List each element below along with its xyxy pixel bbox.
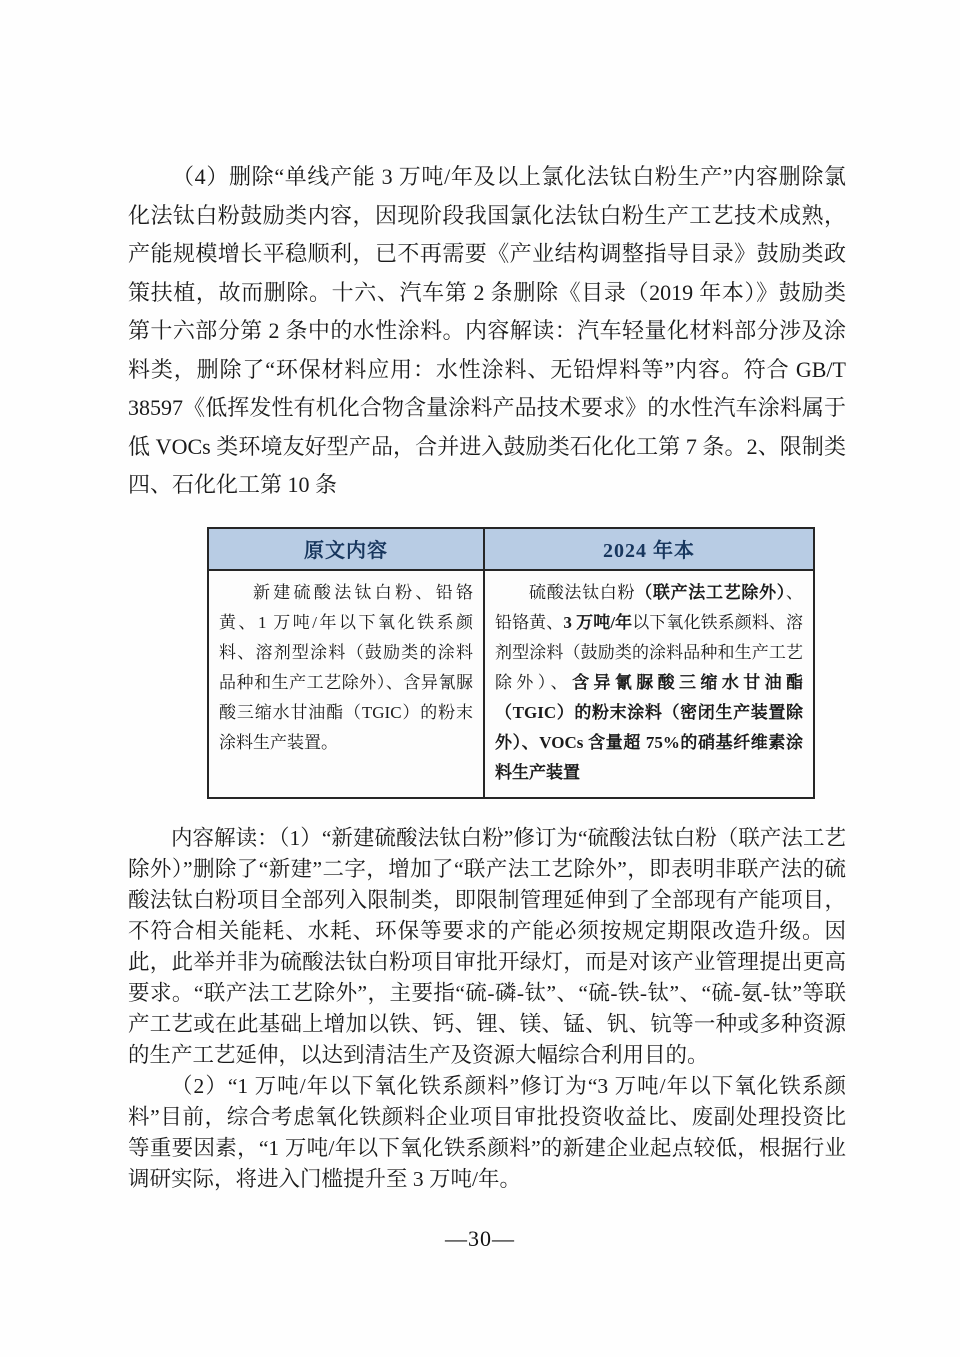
table-body-row [208, 570, 814, 798]
revised-content-text: 硫酸法钛白粉（联产法工艺除外）、铅铬黄、3 万吨/年以下氧化铁系颜料、溶剂型涂料（鼓励类的涂料品种和生产工艺除外）、含异氰脲酸三缩水甘油酯（TGIC）的粉末涂料（密闭生产装置除外）、VOCs 含量超 75%的硝基纤维素涂料生产装置 [495, 582, 804, 782]
page-number: —30— [445, 1226, 515, 1251]
comparison-table [207, 527, 815, 799]
paragraph-interpretation-1: 内容解读：（1）“新建硫酸法钛白粉”修订为“硫酸法钛白粉（联产法工艺除外）”删除了“新建”二字，增加了“联产法工艺除外”，即表明非联产法的硫酸法钛白粉项目全部列入限制类，即限制管理延伸到了全部现有产能项目，不符合相关能耗、水耗、环保等要求的产能必须按规定期限改造升级。因此，此举并非为硫酸法钛白粉项目审批开绿灯，而是对该产业管理提出更高要求。“联产法工艺除外”，主要指“硫-磷-钛”、“硫-铁-钛”、“硫-氨-钛”等联产工艺或在此基础上增加以铁、钙、锂、镁、锰、钒、钪等一种或多种资源的生产工艺延伸，以达到清洁生产及资源大幅综合利用目的。 [128, 825, 846, 1067]
table-header-2024: 2024 年本 [484, 528, 814, 570]
table-cell-2024 [484, 570, 814, 798]
paragraph-intro: （4）删除“单线产能 3 万吨/年及以上氯化法钛白粉生产”内容删除氯化法钛白粉鼓励类内容，因现阶段我国氯化法钛白粉生产工艺技术成熟，产能规模增长平稳顺利，已不再需要《产业结构调整指导目录》鼓励类政策扶植，故而删除。十六、汽车第 2 条删除《目录（2019 年本）》鼓励类第十六部分第 2 条中的水性涂料。内容解读：汽车轻量化材料部分涉及涂料类，删除了“环保材料应用：水性涂料、无铅焊料等”内容。符合 GB/T 38597《低挥发性有机化合物含量涂料产品技术要求》的水性汽车涂料属于低 VOCs 类环境友好型产品，合并进入鼓励类石化化工第 7 条。2、限制类四、石化化工第 10 条 [128, 164, 846, 497]
text-block [128, 158, 846, 1195]
table-cell-original [208, 570, 484, 798]
original-content-text: 新建硫酸法钛白粉、铅铬黄、1 万吨/年以下氧化铁系颜料、溶剂型涂料（鼓励类的涂料品种和生产工艺除外）、含异氰脲酸三缩水甘油酯（TGIC）的粉末涂料生产装置。 [219, 582, 473, 752]
table-header-original: 原文内容 [208, 528, 484, 570]
paragraph-interpretation-2: （2）“1 万吨/年以下氧化铁系颜料”修订为“3 万吨/年以下氧化铁系颜料”目前，综合考虑氧化铁颜料企业项目审批投资收益比、废副处理投资比等重要因素，“1 万吨/年以下氧化铁系颜料”的新建企业起点较低，根据行业调研实际，将进入门槛提升至 3 万吨/年。 [128, 1073, 846, 1191]
table-header-row [208, 528, 814, 570]
